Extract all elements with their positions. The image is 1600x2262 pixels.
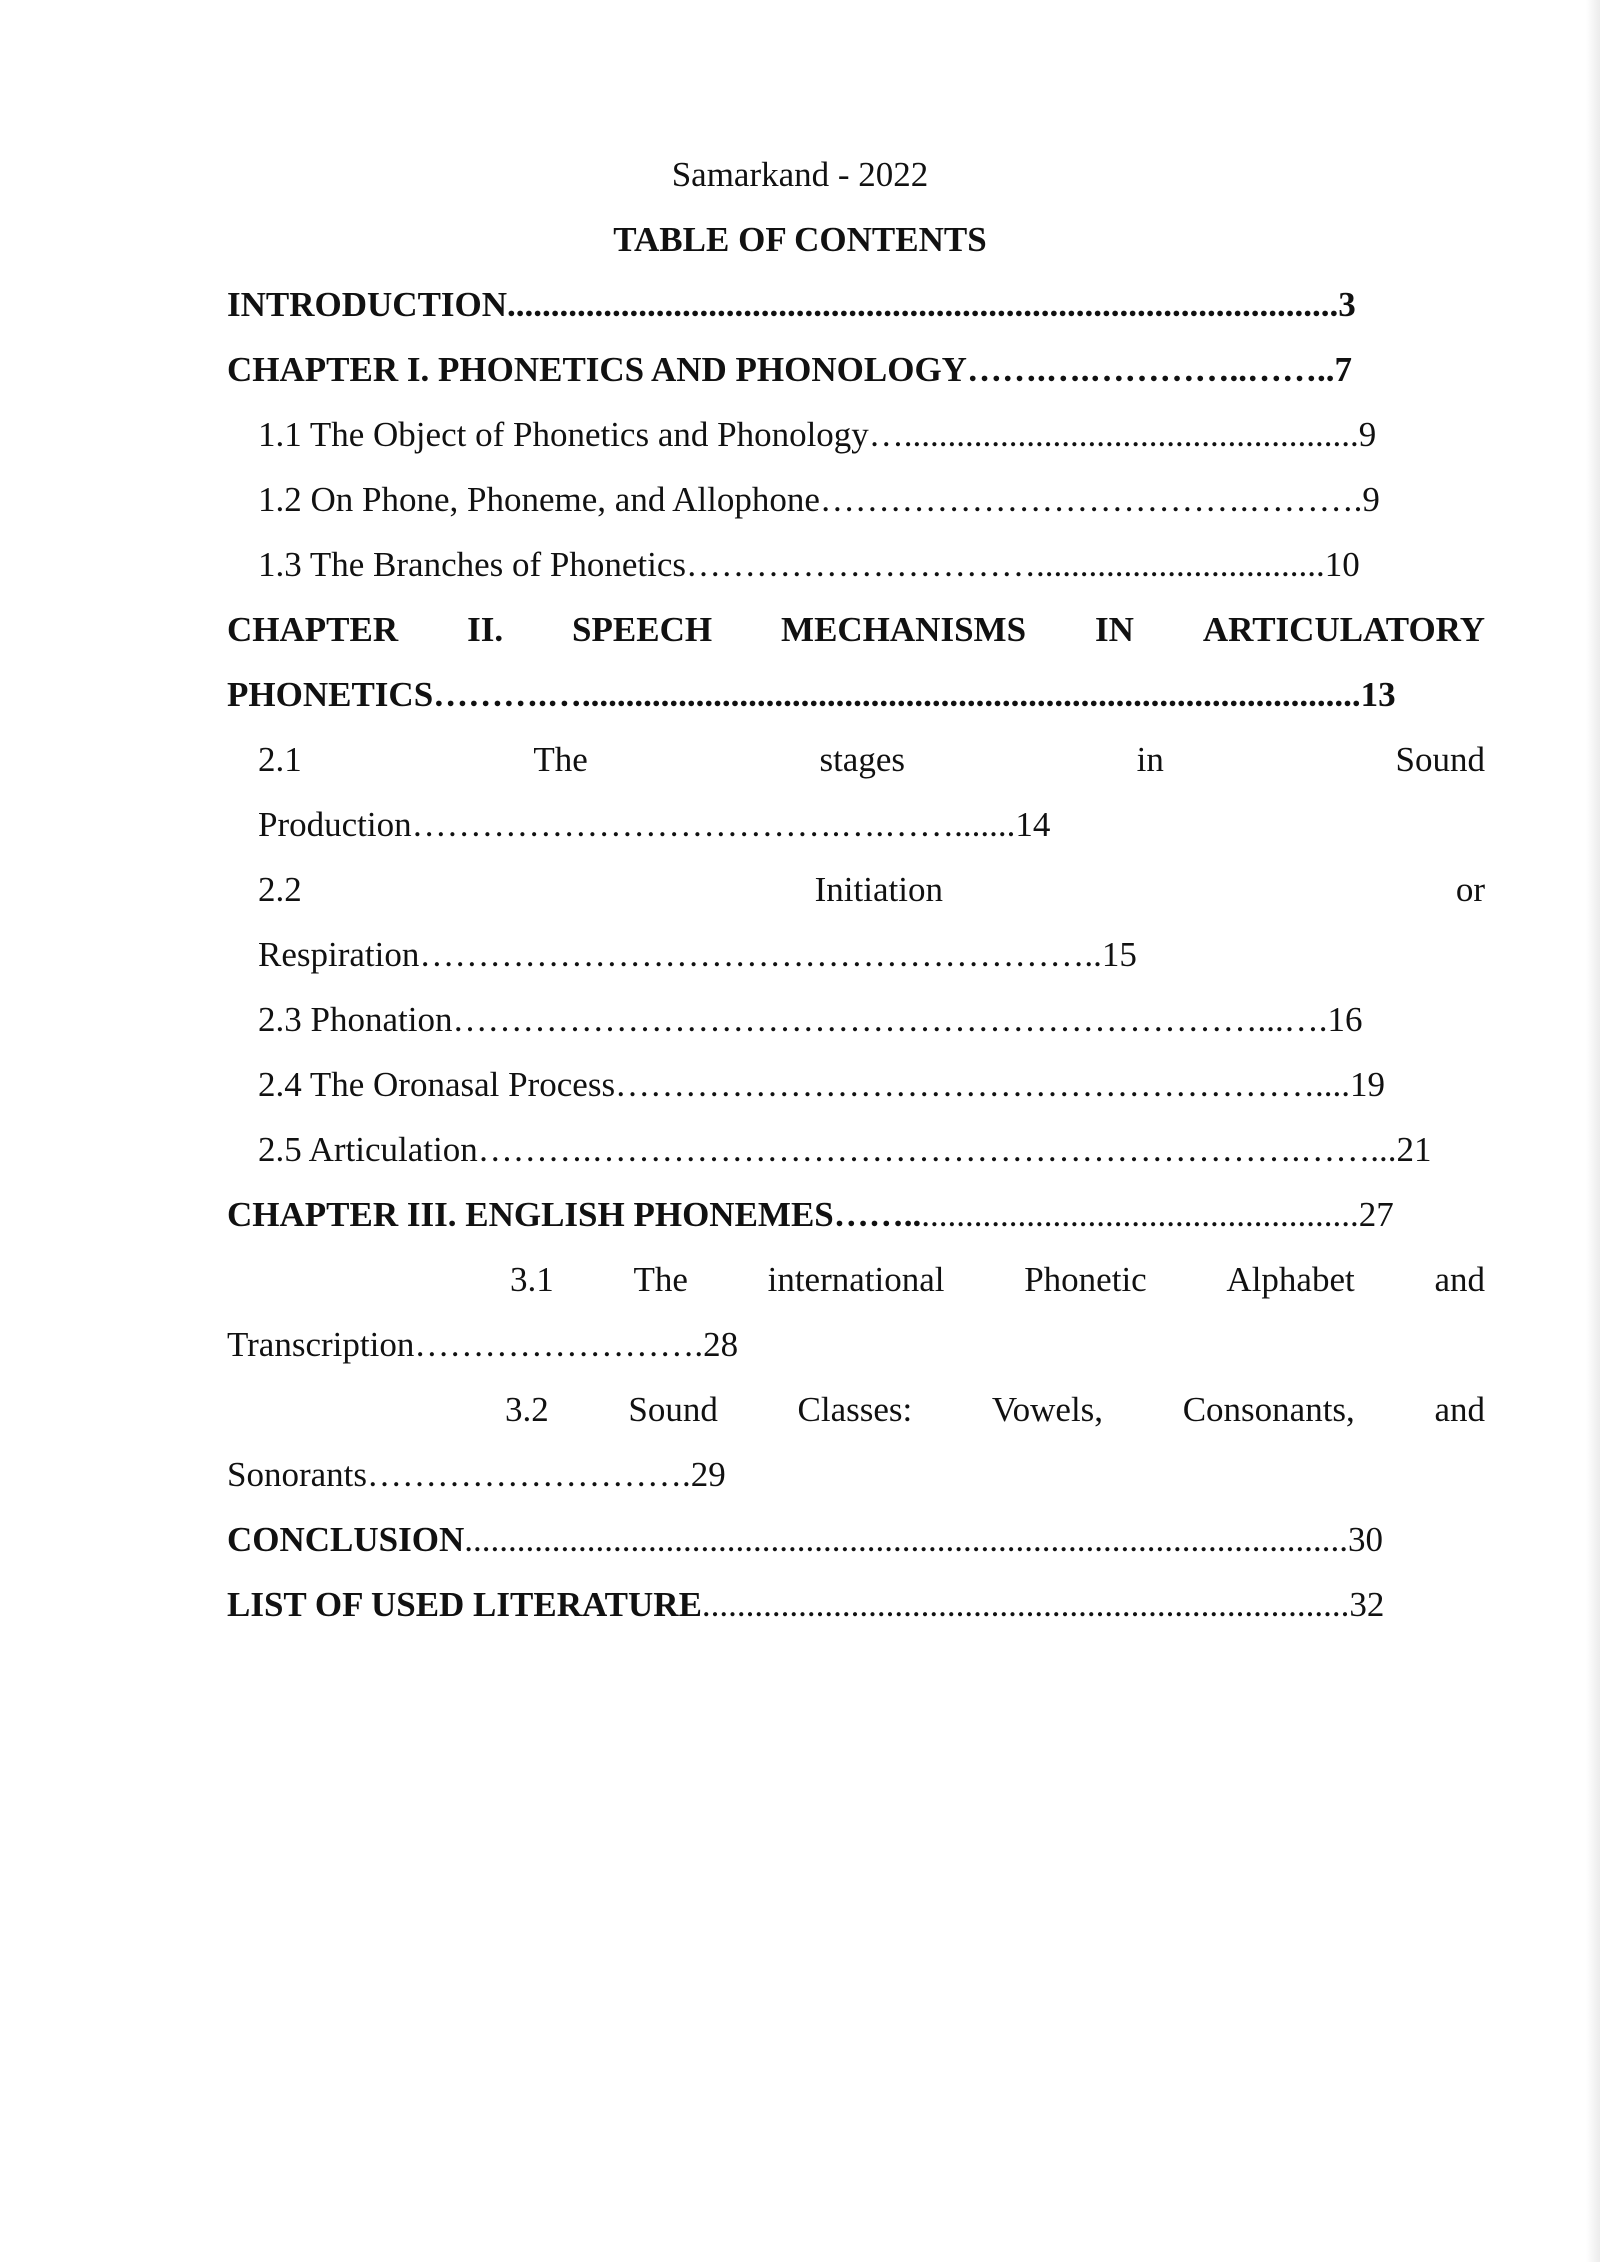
s2-2-word: 2.2 xyxy=(258,870,302,909)
toc-entry-3-2-line-2: Sonorants……………………….29 xyxy=(227,1455,726,1494)
toc-entry-introduction: INTRODUCTION...............................................................................................3 xyxy=(227,285,1356,324)
chapter2-word: ARTICULATORY xyxy=(1202,610,1485,649)
toc-entry-2-4: 2.4 The Oronasal Process……………………………………………………....19 xyxy=(258,1065,1386,1104)
s3-1-word: Alphabet xyxy=(1226,1260,1355,1299)
toc-entry-chapter-1: CHAPTER I. PHONETICS AND PHONOLOGY…….….…………..……..7 xyxy=(227,350,1352,389)
s3-2-word: 3.2 xyxy=(505,1390,549,1429)
chapter2-word: CHAPTER xyxy=(227,610,399,649)
chapter2-word: IN xyxy=(1095,610,1134,649)
toc-title: TABLE OF CONTENTS xyxy=(613,220,987,259)
toc-entry-2-2-line-1 xyxy=(258,865,1485,915)
s2-1-word: in xyxy=(1136,740,1164,779)
s2-1-word: stages xyxy=(819,740,905,779)
s3-1-word: The xyxy=(633,1260,688,1299)
toc-entry-conclusion xyxy=(227,1515,1485,1565)
toc-entry-chapter-2-line-1 xyxy=(227,605,1485,655)
toc-entry-2-1-line-2: Production……………………………….….…….......14 xyxy=(258,805,1051,844)
s2-1-word: 2.1 xyxy=(258,740,302,779)
toc-entry-2-5: 2.5 Articulation……….…………………………………………………….……...21 xyxy=(258,1130,1432,1169)
toc-entry-3-1-line-2: Transcription…………………….28 xyxy=(227,1325,739,1364)
toc-entry-chapter-3 xyxy=(227,1190,1485,1240)
s3-2-word: and xyxy=(1434,1390,1485,1429)
s3-2-word: Classes: xyxy=(797,1390,913,1429)
toc-entry-3-2-line-1 xyxy=(505,1385,1485,1435)
s3-2-word: Sound xyxy=(628,1390,718,1429)
s3-1-word: Phonetic xyxy=(1024,1260,1147,1299)
chapter2-word: II. xyxy=(467,610,504,649)
page-edge-shadow xyxy=(1586,0,1600,2262)
toc-entry-chapter-2-line-2: PHONETICS……….….........................................................................................13 xyxy=(227,675,1396,714)
toc-entry-2-2-line-2: Respiration…………………………………………………..15 xyxy=(258,935,1137,974)
chapter3-title: CHAPTER III. ENGLISH PHONEMES…….. xyxy=(227,1195,922,1234)
s2-2-word: or xyxy=(1455,870,1485,909)
place-year-line: Samarkand - 2022 xyxy=(671,155,929,194)
conclusion-title: CONCLUSION xyxy=(227,1520,465,1559)
chapter3-leader: ..................................................27 xyxy=(921,1195,1394,1234)
toc-entry-2-3: 2.3 Phonation……………………………………………………………...….16 xyxy=(258,1000,1363,1039)
s3-2-word: Vowels, xyxy=(991,1390,1104,1429)
toc-entry-1-2: 1.2 On Phone, Phoneme, and Allophone……………………………….……….9 xyxy=(258,480,1380,519)
toc-entry-3-1-line-1 xyxy=(510,1255,1485,1305)
toc-entry-1-1: 1.1 The Object of Phonetics and Phonology…....................................................9 xyxy=(258,415,1377,454)
s2-1-word: The xyxy=(533,740,588,779)
s3-1-word: and xyxy=(1434,1260,1485,1299)
chapter2-word: SPEECH xyxy=(572,610,713,649)
literature-title: LIST OF USED LITERATURE xyxy=(227,1585,702,1624)
s2-2-word: Initiation xyxy=(814,870,943,909)
s3-2-word: Consonants, xyxy=(1182,1390,1355,1429)
conclusion-leader: .....................................................................................................30 xyxy=(464,1520,1384,1559)
toc-entry-2-1-line-1 xyxy=(258,735,1485,785)
s3-1-word: international xyxy=(767,1260,945,1299)
chapter2-word: MECHANISMS xyxy=(781,610,1027,649)
s2-1-word: Sound xyxy=(1395,740,1485,779)
toc-entry-1-3: 1.3 The Branches of Phonetics………………………….................................10 xyxy=(258,545,1360,584)
toc-entry-literature xyxy=(227,1580,1485,1630)
literature-leader: ..........................................................................32 xyxy=(701,1585,1385,1624)
s3-1-word: 3.1 xyxy=(510,1260,554,1299)
